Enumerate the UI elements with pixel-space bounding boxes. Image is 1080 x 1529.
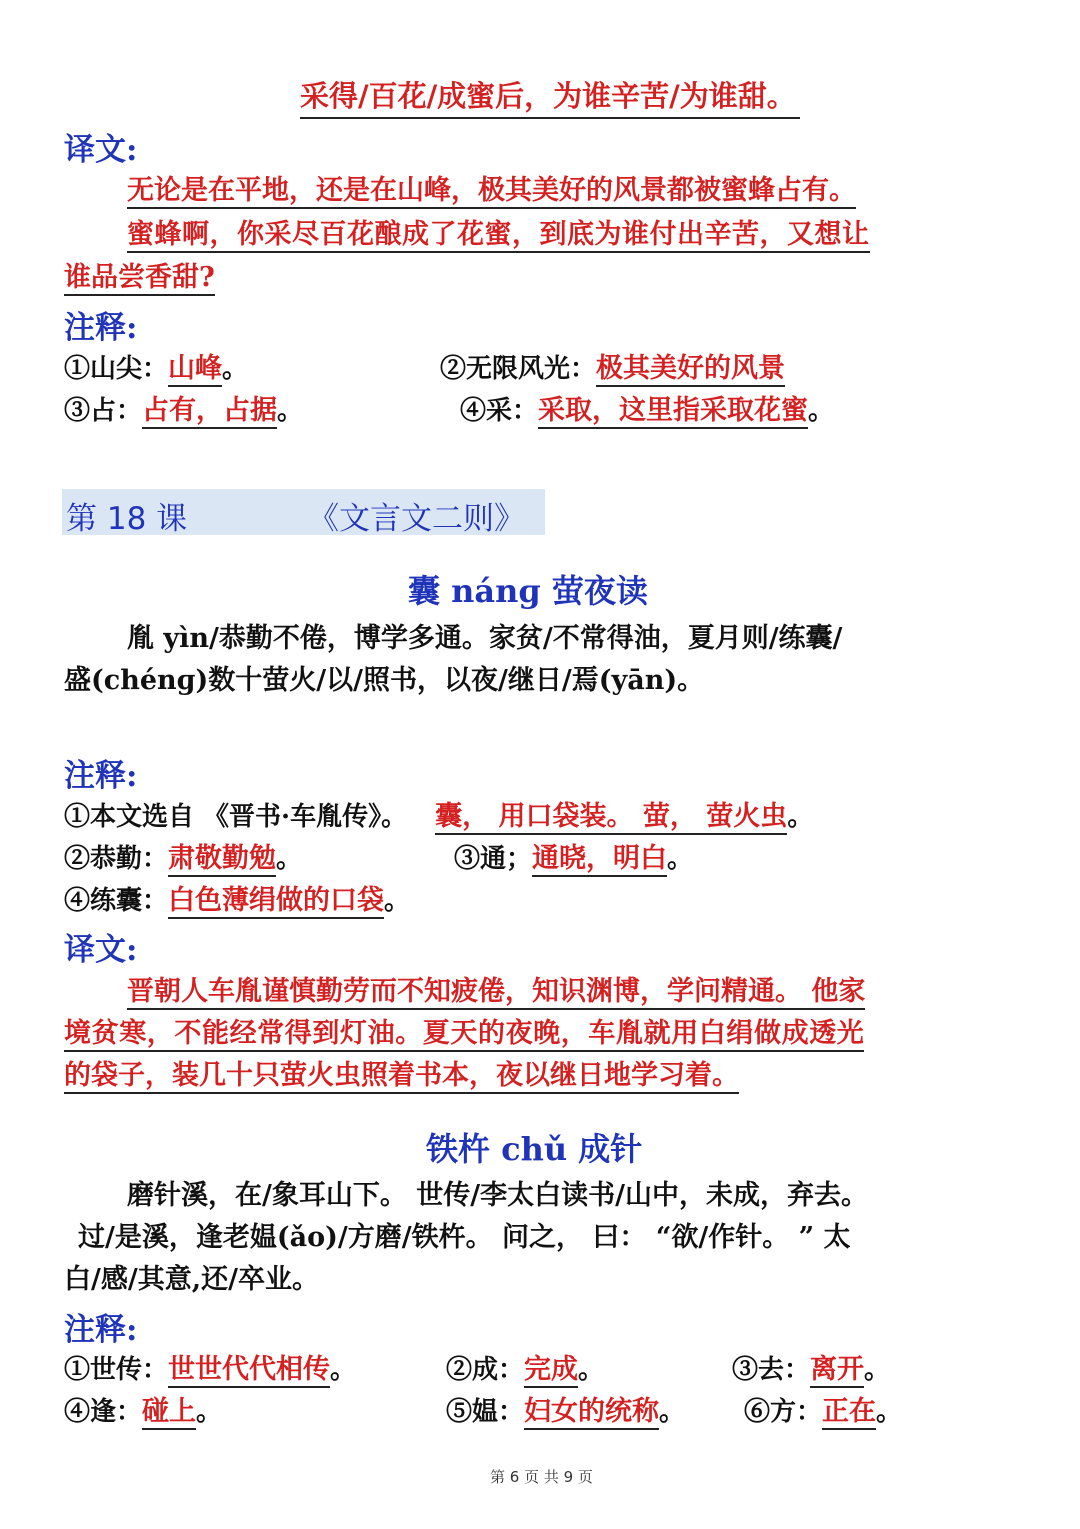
story-text-line: 胤 yìn/恭勤不倦，博学多通。家贫/不常得油，夏月则/练囊/	[127, 623, 843, 654]
translation-line: 的袋子，装几十只萤火虫照着书本，夜以继日地学习着。	[64, 1053, 739, 1094]
story-text-line: 白/感/其意,还/卒业。	[64, 1264, 319, 1295]
page-footer: 第 6 页 共 9 页	[490, 1468, 593, 1486]
poem-last-line: 采得/百花/成蜜后，为谁辛苦/为谁甜。	[300, 74, 800, 119]
translation-line: 境贫寒，不能经常得到灯油。夏天的夜晚，车胤就用白绢做成透光	[64, 1011, 864, 1052]
notes-heading: 注释:	[64, 1312, 138, 1348]
note-item: ②无限风光：极其美好的风景	[440, 346, 785, 385]
note-item: ①山尖：山峰。	[64, 346, 248, 385]
note-item: ③通；通晓，明白。	[454, 836, 693, 875]
translation-line: 无论是在平地，还是在山峰，极其美好的风景都被蜜蜂占有。	[127, 168, 856, 209]
note-item: ⑥方：正在。	[744, 1389, 902, 1428]
note-item: ④练囊：白色薄绢做的口袋。	[64, 878, 410, 917]
lesson-title: 《文言文二则》	[308, 501, 525, 537]
lesson-header	[62, 489, 545, 535]
note-item: ③占：占有，占据。	[64, 388, 303, 427]
note-item: ②恭勤：肃敬勤勉。	[64, 836, 302, 875]
lesson-number: 第 18 课	[66, 501, 188, 537]
note-item: ②成：完成。	[446, 1347, 604, 1386]
note-item: ④采：采取，这里指采取花蜜。	[460, 388, 834, 427]
story-text-line: 磨针溪，在/象耳山下。 世传/李太白读书/山中，未成，弃去。	[127, 1180, 868, 1211]
translation-line: 晋朝人车胤谨慎勤劳而不知疲倦，知识渊博，学问精通。 他家	[127, 969, 865, 1010]
note-item: ①本文选自 《晋书·车胤传》。 囊， 用口袋装。 萤， 萤火虫。	[64, 794, 813, 833]
story-text-line: 盛(chénɡ)数十萤火/以/照书，以夜/继日/焉(yān)。	[64, 665, 705, 696]
story-text-line: 过/是溪，逢老媪(ǎo)/方磨/铁杵。 问之， 曰： “欲/作针。 ” 太	[78, 1222, 851, 1253]
note-item: ③去：离开。	[732, 1347, 890, 1386]
note-item: ①世传：世世代代相传。	[64, 1347, 356, 1386]
translation-line: 蜜蜂啊，你采尽百花酿成了花蜜，到底为谁付出辛苦，又想让	[127, 212, 870, 253]
translation-heading: 译文:	[64, 132, 138, 168]
translation-heading: 译文:	[64, 932, 138, 968]
translation-line: 谁品尝香甜?	[64, 255, 215, 296]
notes-heading: 注释:	[64, 310, 138, 346]
story-title: 囊 nánɡ 萤夜读	[408, 572, 648, 610]
notes-heading: 注释:	[64, 758, 138, 794]
note-item: ⑤媪：妇女的统称。	[446, 1389, 685, 1428]
note-item: ④逢：碰上。	[64, 1389, 222, 1428]
story-title: 铁杵 chǔ 成针	[426, 1130, 643, 1168]
